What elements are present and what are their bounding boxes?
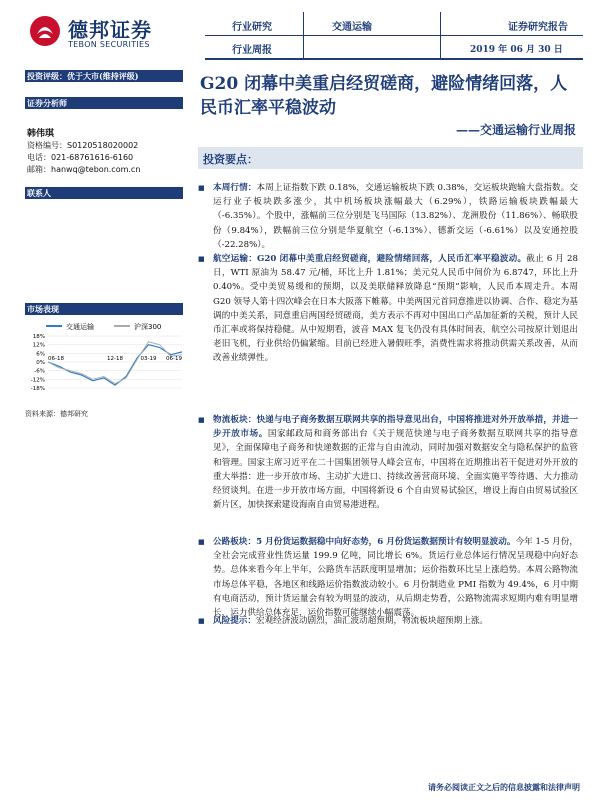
y-tick-label: -18% [30,386,45,392]
bullet-icon: ■ [198,416,205,424]
paragraph-text: 本周上证指数下跌 0.18%，交通运输板块下跌 0.38%，交运板块跑输大盘指数。交运行业子板块跌多涨少，其中机场板块涨幅最大（6.29%），铁路运输板块跌幅最大（-6.35%）。个股中，涨幅前三位分别是飞马国际（13.82%）、龙洲股份（11.86%）、畅联股份（9.84%），跌幅前三位分别是华夏航空（-6.13%）、德新交运（-6.61%）以及安通控股（-22.28%）。 [213,183,578,250]
paragraph-aviation [198,252,578,366]
analyst-header: 证券分析师 [25,97,183,109]
series-line-1 [48,342,182,384]
x-tick-label: 06-19 [166,356,182,362]
tebon-logo-icon [28,14,62,48]
header-bottom-line [205,58,583,60]
paragraph-logistics [198,413,578,512]
header-divider [205,35,583,36]
paragraph-lead: 航空运输：G20 闭幕中美重启经贸磋商，避险情绪回落，人民币汇率平稳波动。 [213,254,527,264]
paragraph-text: 国家邮政局和商务部出台《关于规范快递与电子商务数据互联网共享的指导意见》，全面保障电子商务和快递数据的正常与自由流动，同时加强对数据安全与隐私保护的监管和管理。国家主席习近平在二十国集团领导人峰会宣布，中国将在近期推出若干促进对外开放的重大举措：进一步开放市场、主动扩大进口、持续改善营商环境、全面实施平等待遇、大力推动经贸谈判。在进一步开放市场方面，中国将新设 6 个自由贸易试验区，增设上海自由贸易试验区新片区，加快探索建设海南自由贸易港进程。 [213,429,578,511]
report-title: G20 闭幕中美重启经贸磋商，避险情绪回落，人民币汇率平稳波动 [200,74,568,118]
analyst-phone: 电话：021-68761616-6160 [27,153,134,162]
paragraph-text: 今年 1-5 月份，全社会完成营业性货运量 199.9 亿吨，同比增长 6%。货运行业总体运行情况呈现稳中向好态势。总体来看今年上半年，公路货车活跃度明显增加；运价指数环比呈上涨趋势。本周公路物流市场总体平稳，各地区和线路运价指数波动较小。6 月份制造业 PMI 指数为 49.4%，6 月中期有电商活动，预计货运量会有较为明显的波动，从后期走势看，公路物流需求短期内难有明显增长，运力供给总体充足，运价指数可能继续小幅震荡。 [213,537,578,619]
bullet-icon: ■ [198,538,205,546]
header-date: 2019 年 06 月 30 日 [470,45,563,55]
series-line-0 [48,345,182,385]
brand-name-cn: 德邦证券 [68,18,152,42]
x-tick-label: 12-18 [107,356,123,362]
contact-header: 联系人 [25,187,183,199]
paragraph-risk [198,614,578,628]
header-col-divider [303,12,304,58]
market-header: 市场表现 [25,303,183,315]
paragraph-market [198,181,578,252]
analyst-email[interactable]: 邮箱：hanwq@tebon.com.cn [27,165,141,174]
brand-name-en: TEBON SECURITIES [68,40,150,49]
chart-legend [46,322,161,331]
bullet-icon: ■ [198,184,205,192]
market-performance-chart [22,318,187,398]
x-tick-label: 06-18 [48,356,64,362]
key-points-label: 投资要点： [203,153,258,166]
paragraph-text: 宏观经济波动剧烈，油汇波动超预期，物流板块超预期上涨。 [255,616,489,626]
paragraph-highway [198,535,578,620]
paragraph-lead: 本周行情： [213,183,257,193]
bullet-icon: ■ [198,255,205,263]
rating-bar: 投资评级：优于大市(维持评级) [25,70,183,82]
y-tick-label: -12% [30,377,45,384]
header-report-type: 证券研究报告 [508,22,568,33]
y-tick-label: -6% [34,368,45,375]
footer-disclaimer: 请务必阅读正文之后的信息披露和法律声明 [428,782,580,792]
x-tick-label: 03-19 [140,356,157,362]
legend-label-hs300: 沪深300 [134,323,162,331]
y-tick-label: 0% [36,360,45,366]
analyst-name: 韩伟琪 [27,129,55,139]
paragraph-text: 截止 6 月 28 日，WTI 原油为 58.47 元/桶，环比上升 1.81%；美元兑人民币中间价为 6.8747，环比上升 0.40%。受中美贸易缓和的预期，以及美联储释放降息“预期”影响，人民币本周走升。本周 G20 领导人第十四次峰会在日本大阪落下帷幕。中美两国元首同意推进以协调、合作、稳定为基调的中美关系，同意重启两国经贸磋商，美方表示不再对中国出口产品加征新的关税，预计人民币汇率或将保持稳健。从中短期看，波音 MAX 复飞仍没有具体时间表，航空公司按原计划退出老旧飞机，行业供给仍偏紧缩。目前已经进入暑假旺季，消费性需求将推动供需关系改善，从而改善业绩弹性。 [213,254,578,364]
brand-logo [28,14,163,60]
header-industry-weekly: 行业周报 [232,45,272,56]
report-subtitle: ——交通运输行业周报 [455,123,576,137]
y-tick-label: 12% [32,342,45,349]
analyst-cert-no: 资格编号：S0120518020002 [27,141,139,150]
y-tick-label: 18% [32,334,45,340]
legend-label-transport: 交通运输 [66,323,94,331]
paragraph-lead: 公路板块：5 月份货运数据稳中向好态势，6 月份货运数据预计有较明显波动。 [213,537,516,547]
key-points-header [198,147,583,169]
paragraph-lead: 物流板块：快递与电子商务数据互联网共享的指导意见出台，中国将推进对外开放举措，并进一步开放市场。 [213,415,578,440]
bullet-icon: ■ [198,617,205,625]
header-col-divider [440,12,441,58]
paragraph-lead: 风险提示： [213,616,256,626]
header-sector: 交通运输 [332,22,372,33]
chart-source: 资料来源：德邦研究 [25,410,88,418]
y-tick-label: 6% [36,351,45,358]
header-industry-research: 行业研究 [232,22,272,33]
